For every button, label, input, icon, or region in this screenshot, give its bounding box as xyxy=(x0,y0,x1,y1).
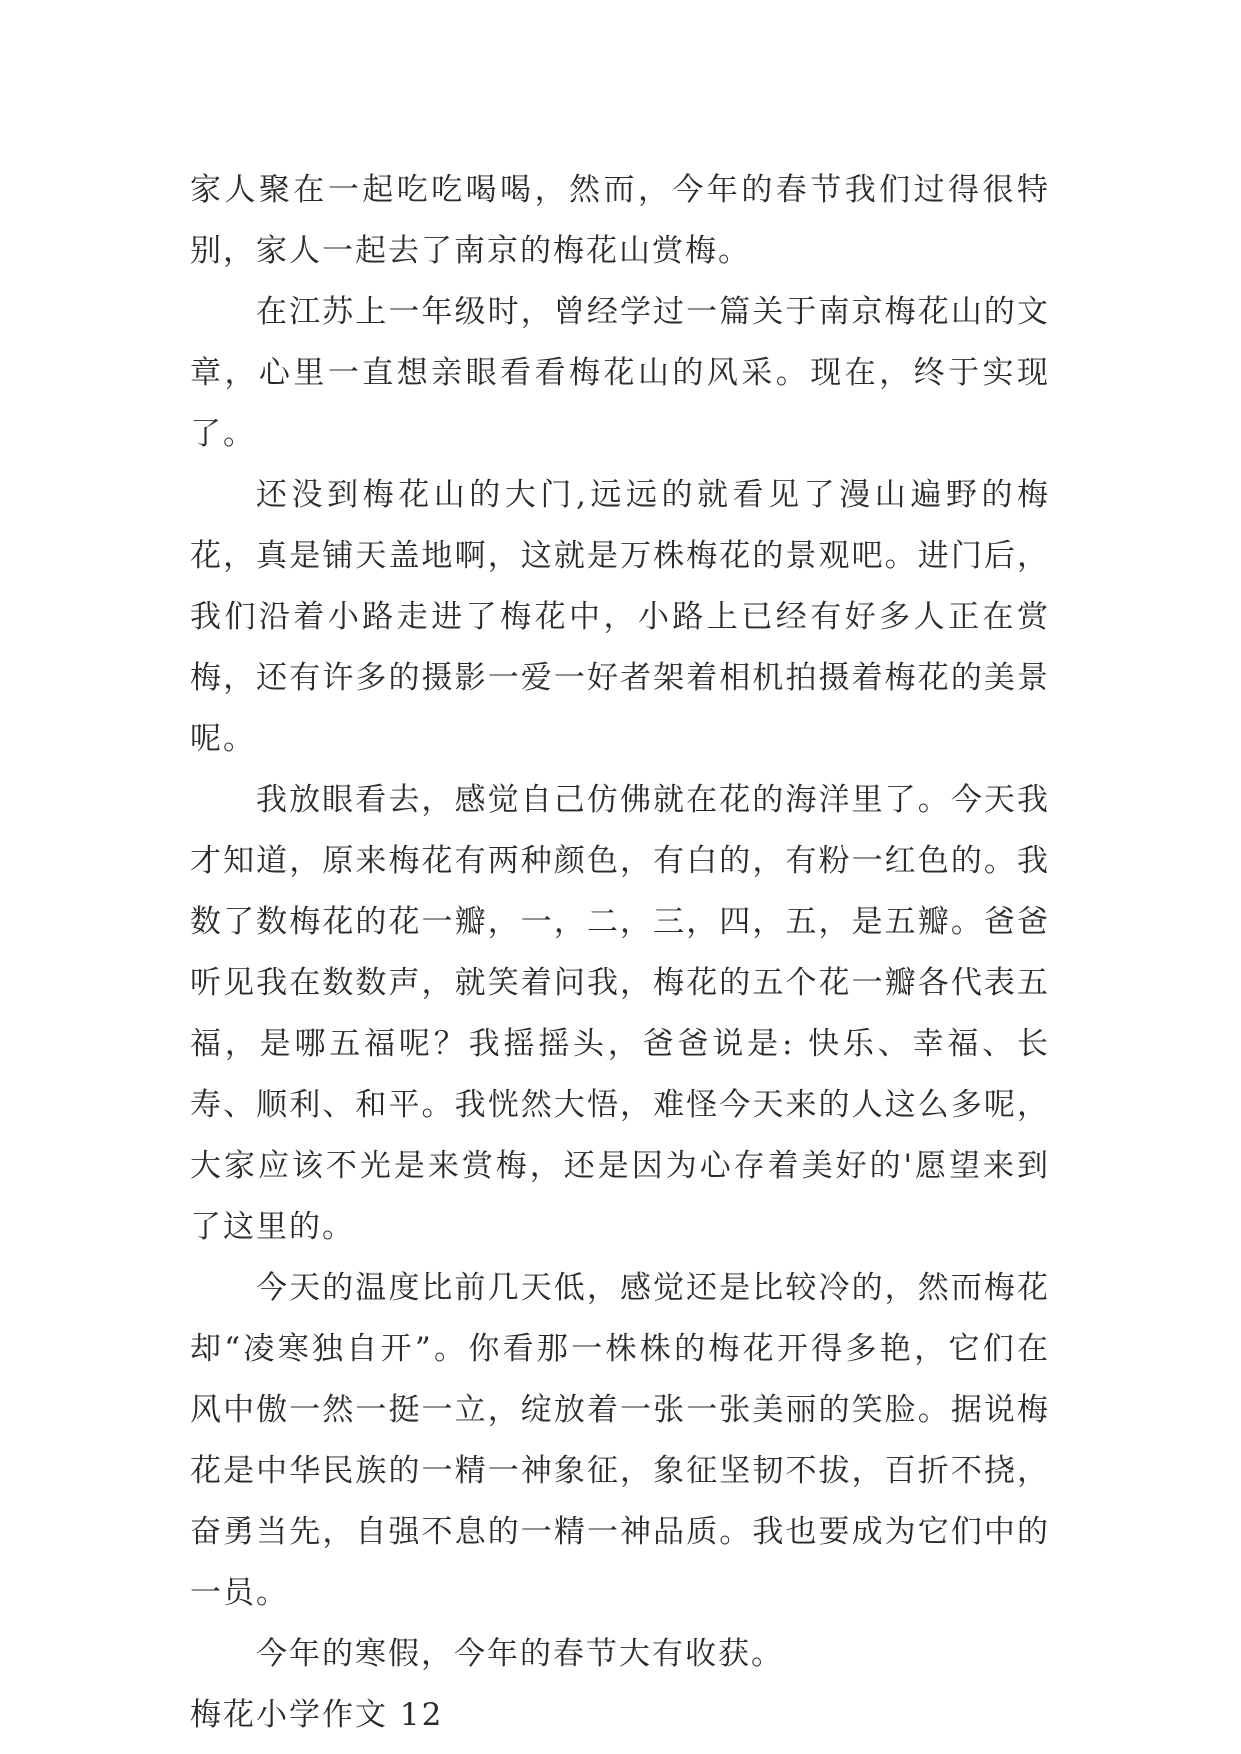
paragraph-6: 今年的寒假，今年的春节大有收获。 xyxy=(256,1636,784,1672)
paragraph-1: 家人聚在一起吃吃喝喝，然而，今年的春节我们过得很特别，家人一起去了南京的梅花山赏梅。 xyxy=(190,172,1050,269)
paragraph-5: 今天的温度比前几天低，感觉还是比较冷的，然而梅花却“凌寒独自开”。你看那一株株的梅花开得多艳，它们在风中傲一然一挺一立，绽放着一张一张美丽的笑脸。据说梅花是中华民族的一精一神象征，象征坚韧不拔，百折不挠，奋勇当先，自强不息的一精一神品质。我也要成为它们中的一员。 xyxy=(190,1270,1050,1611)
paragraph-4: 我放眼看去，感觉自己仿佛就在花的海洋里了。今天我才知道，原来梅花有两种颜色，有白的，有粉一红色的。我数了数梅花的花一瓣，一，二，三，四，五，是五瓣。爸爸听见我在数数声，就笑着问我，梅花的五个花一瓣各代表五福，是哪五福呢？我摇摇头，爸爸说是: 快乐、幸福、长寿、顺利、和平。我恍然大悟，难怪今天来的人这么多呢，大家应该不光是来赏梅，还是因为心存着美好的'愿望来到了这里的。 xyxy=(190,782,1050,1245)
paragraph-2: 在江苏上一年级时，曾经学过一篇关于南京梅花山的文章，心里一直想亲眼看看梅花山的风采。现在，终于实现了。 xyxy=(190,294,1050,452)
section-title: 梅花小学作文 12 xyxy=(190,1697,444,1733)
document-body xyxy=(190,160,1050,1746)
paragraph-3: 还没到梅花山的大门,远远的就看见了漫山遍野的梅花，真是铺天盖地啊，这就是万株梅花的景观吧。进门后，我们沿着小路走进了梅花中，小路上已经有好多人正在赏梅，还有许多的摄影一爱一好者架着相机拍摄着梅花的美景呢。 xyxy=(190,477,1050,757)
